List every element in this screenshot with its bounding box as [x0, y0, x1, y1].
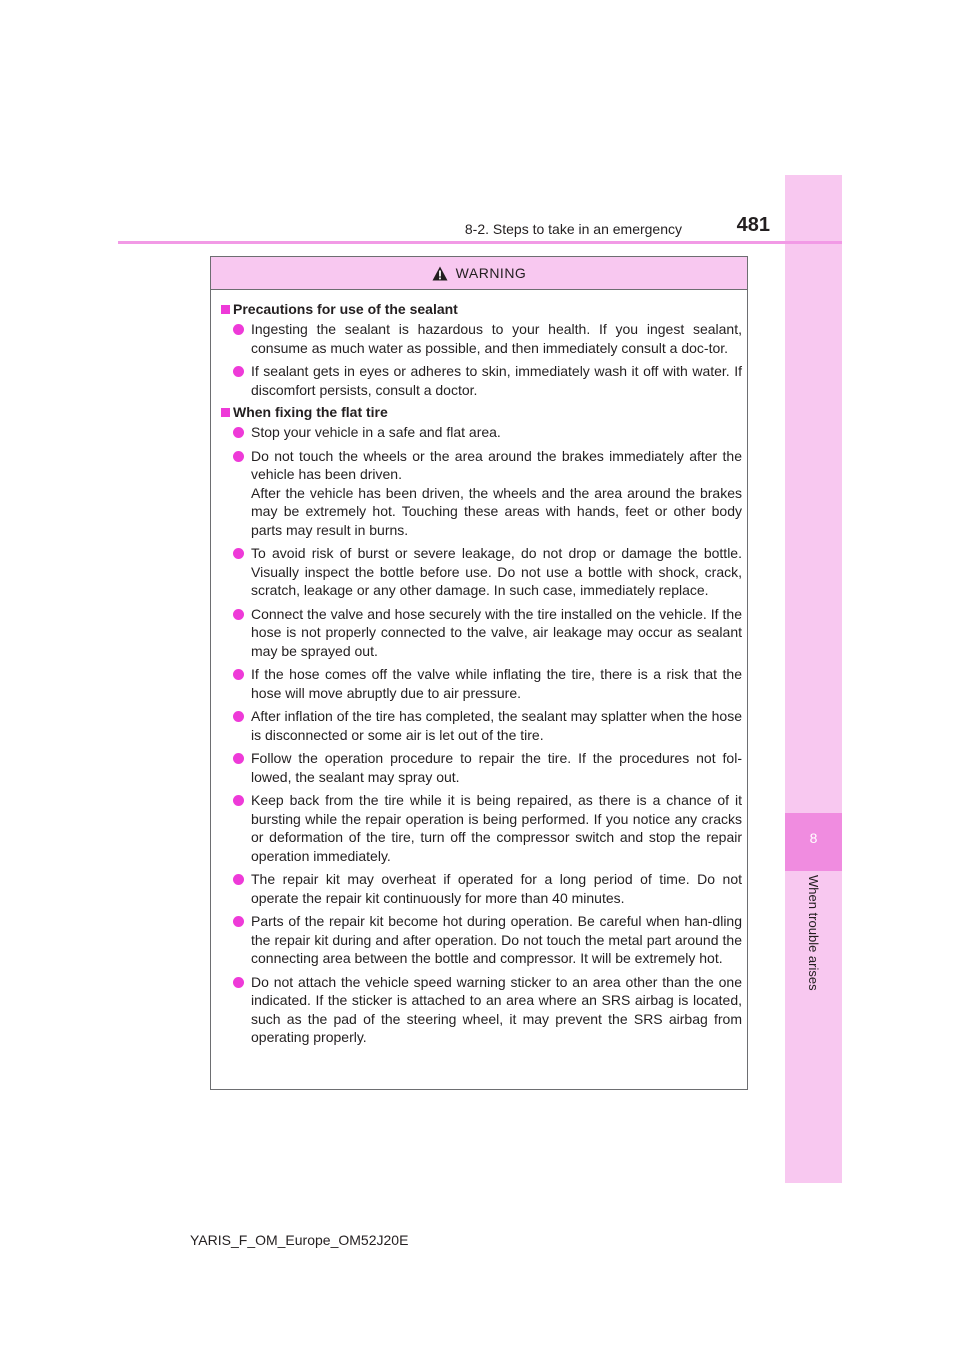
circle-bullet-icon	[233, 427, 244, 438]
square-bullet-icon	[221, 408, 230, 417]
warning-item	[233, 791, 742, 865]
warning-item	[233, 870, 742, 907]
section-title	[221, 403, 742, 422]
warning-item-text: The repair kit may overheat if operated for a long period of time. Do not operate the repair kit continuously for more than 40 minutes.	[251, 871, 742, 906]
warning-item	[233, 362, 742, 399]
warning-item-text: Ingesting the sealant is hazardous to your health. If you ingest sealant, consume as much water as possible, and then immediately consult a doc-tor.	[251, 321, 742, 356]
warning-item-text: Parts of the repair kit become hot during operation. Be careful when han-dling the repair kit during and after operation. Do not touch the metal part around the connecting area between the bottle and compressor. It will be extremely hot.	[251, 913, 742, 966]
warning-item	[233, 665, 742, 702]
warning-title: WARNING	[455, 265, 527, 281]
circle-bullet-icon	[233, 977, 244, 988]
square-bullet-icon	[221, 305, 230, 314]
section-heading: 8-2. Steps to take in an emergency	[464, 221, 682, 237]
warning-triangle-icon	[432, 266, 448, 281]
circle-bullet-icon	[233, 451, 244, 462]
warning-item	[233, 544, 742, 600]
warning-body	[211, 290, 747, 1047]
warning-item-text: Connect the valve and hose securely with the tire installed on the vehicle. If the hose is not properly connected to the valve, air leakage may occur as sealant may be sprayed out.	[251, 605, 742, 659]
warning-item-text: To avoid risk of burst or severe leakage, do not drop or damage the bottle. Visually inspect the bottle before use. Do not use a bottle with shock, crack, scratch, leakage or any other damage. In such case, immediately replace.	[251, 545, 742, 598]
warning-item-text: After inflation of the tire has completed, the sealant may splatter when the hose is disconnected or some air is let out of the tire.	[251, 708, 742, 743]
warning-item	[233, 707, 742, 744]
chapter-label: When trouble arises	[806, 875, 821, 991]
warning-item-text: Stop your vehicle in a safe and flat area.	[251, 424, 501, 440]
warning-item-text: If the hose comes off the valve while inflating the tire, there is a risk that the hose will move abruptly due to air pressure.	[251, 666, 742, 701]
warning-item-text: Follow the operation procedure to repair the tire. If the procedures not fol-lowed, the sealant may spray out.	[251, 750, 742, 785]
circle-bullet-icon	[233, 669, 244, 680]
circle-bullet-icon	[233, 916, 244, 927]
page-number: 481	[736, 214, 770, 236]
circle-bullet-icon	[233, 548, 244, 559]
circle-bullet-icon	[233, 609, 244, 620]
header-rule	[118, 241, 842, 244]
warning-header	[211, 257, 747, 290]
warning-item	[233, 423, 742, 442]
circle-bullet-icon	[233, 795, 244, 806]
warning-item-text: Do not touch the wheels or the area around the brakes immediately after the vehicle has been driven. After the vehicle has been driven, the wheels and the area around the brakes may be extremely hot. Touching these areas with hands, feet or other body parts may result in burns.	[251, 447, 742, 538]
warning-item	[233, 973, 742, 1047]
warning-item-text: Do not attach the vehicle speed warning sticker to an area other than the one indicated. If the sticker is attached to an area where an SRS airbag is located, such as the pad of the steering wheel, it may prevent the SRS airbag from operating properly.	[251, 973, 742, 1045]
circle-bullet-icon	[233, 874, 244, 885]
warning-item	[233, 605, 742, 661]
warning-item-text: Keep back from the tire while it is being repaired, as there is a chance of it bursting while the repair operation is being performed. If you notice any cracks or deformation of the tire, turn off the compressor switch and stop the repair operation immediately.	[251, 792, 742, 864]
warning-item	[233, 749, 742, 786]
warning-box	[210, 256, 748, 1090]
section-title	[221, 300, 742, 319]
circle-bullet-icon	[233, 324, 244, 335]
circle-bullet-icon	[233, 366, 244, 377]
warning-item-text: If sealant gets in eyes or adheres to skin, immediately wash it off with water. If discomfort persists, consult a doctor.	[251, 363, 742, 398]
circle-bullet-icon	[233, 753, 244, 764]
chapter-number: 8	[809, 830, 818, 846]
warning-item	[233, 912, 742, 968]
circle-bullet-icon	[233, 711, 244, 722]
document-code: YARIS_F_OM_Europe_OM52J20E	[190, 1232, 409, 1248]
chapter-side-tab	[785, 175, 842, 1183]
warning-item	[233, 447, 742, 540]
section-title-text: When fixing the flat tire	[233, 404, 388, 420]
section-title-text: Precautions for use of the sealant	[233, 301, 458, 317]
warning-item	[233, 320, 742, 357]
